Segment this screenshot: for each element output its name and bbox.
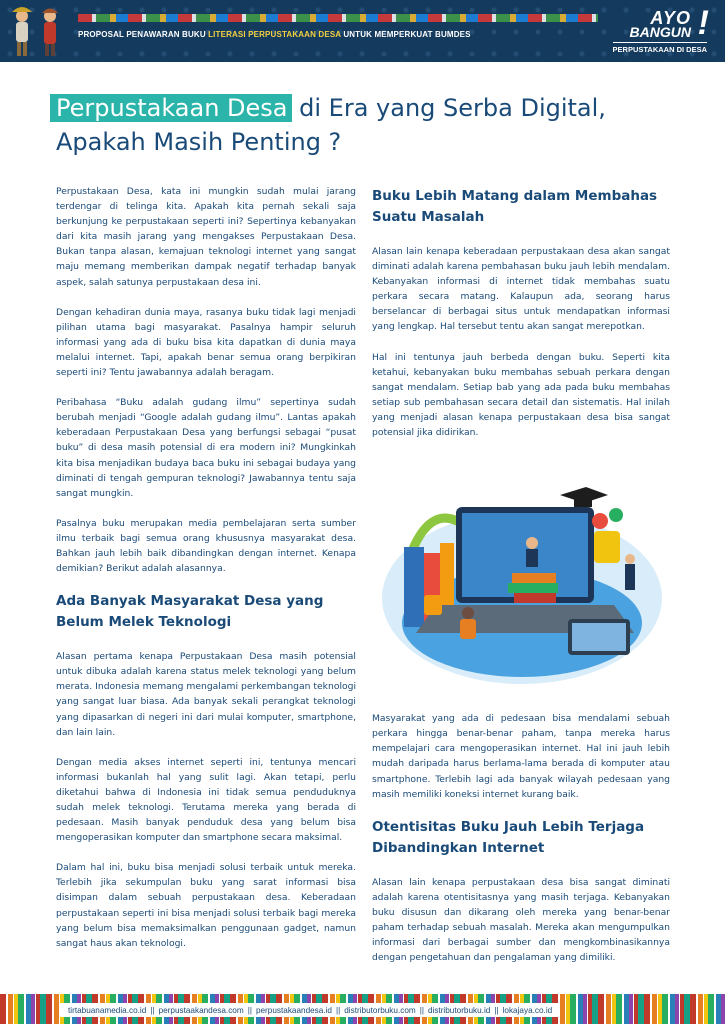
left-paragraph-2: Dengan kehadiran dunia maya, rasanya buku tidak lagi menjadi pilihan utama bagi masyarakat. Pasalnya hampir seluruh informasi yang ada di buku bisa kita dapatkan di dunia maya melalui internet. Tapi, apakah benar semua orang berpikiran seperti ini? Tentu jawabannya adalah beragam.: [56, 306, 356, 379]
title-rest: di Era yang Serba Digital,: [291, 94, 606, 122]
title-line-1: [56, 91, 676, 125]
subtitle-highlight: LITERASI PERPUSTAKAAN DESA: [208, 30, 341, 39]
footer-separator: ||: [150, 1005, 155, 1015]
left-subheading-1: Ada Banyak Masyarakat Desa yang Belum Melek Teknologi: [56, 593, 324, 631]
right-subheading-1: Buku Lebih Matang dalam Membahas Suatu Masalah: [372, 188, 658, 225]
footer-separator: ||: [494, 1005, 499, 1015]
right-subheading-2: Otentisitas Buku Jauh Lebih Terjaga Dibandingkan Internet: [372, 818, 645, 856]
footer-bar: [0, 994, 725, 1024]
footer-link-5[interactable]: distributorbuku.id: [427, 1005, 491, 1015]
right-paragraph-3: Masyarakat yang ada di pedesaan bisa mendalami sebuah perkara hingga benar-benar paham, tanpa mereka harus mempelajari cara mengoperasikan internet. Hal ini jauh lebih mudah daripada harus berlama-lama berada di komputer atau smartphone. Terlebih lagi ada banyak wilayah pedesaan yang masih memiliki koneksi internet kurang baik.: [372, 713, 670, 800]
footer-separator: ||: [335, 1005, 341, 1015]
right-paragraph-1: Alasan lain kenapa keberadaan perpustakaan desa akan sangat diminati adalah karena pembahasan buku jauh lebih mendalam. Kebanyakan informasi di internet tidak membahas suatu perkara secara matang. Kalaupun ada, seorang harus berselancar di berbagai situs untuk mendapatkan informasi yang lengkap. Hal tersebut tentu akan sangat merepotkan.: [372, 246, 670, 333]
footer-links: [60, 1003, 560, 1017]
subtitle-post: UNTUK MEMPERKUAT BUMDES: [340, 30, 471, 39]
ayo-bangun-logo: [593, 6, 711, 56]
left-column: [56, 184, 356, 966]
footer-separator: ||: [419, 1005, 424, 1015]
left-paragraph-7: Dalam hal ini, buku bisa menjadi solusi terbaik untuk mereka. Terlebih jika sekumpulan buku yang sarat informasi bisa disimpan dalam sebuah perpustakaan desa. Keberadaan perpustakaan seperti ini bisa menjadi solusi terbaik bagi mereka yang belum bisa memaksimalkan penggunaan gadget, namun sangat haus akan teknologi.: [56, 862, 356, 949]
subtitle-pre: PROPOSAL PENAWARAN BUKU: [78, 30, 209, 39]
logo-caption: PERPUSTAKAAN DI DESA: [613, 42, 707, 54]
footer-link-2[interactable]: perpustaakandesa.com: [158, 1005, 244, 1015]
footer-link-4[interactable]: distributorbuku.com: [344, 1005, 416, 1015]
footer-separator: ||: [247, 1005, 252, 1015]
right-column: [372, 184, 670, 980]
right-paragraph-4: Alasan lain kenapa perpustakaan desa bisa sangat diminati adalah karena otentisitasnya yang masih terjaga. Kebanyakan buku disusun dan dikarang oleh mereka yang benar-benar paham terhadap sebuah masalah. Mereka akan mengumpulkan informasi dari berbagai sumber dan mengkombinasikannya dengan pengetahuan dan pengalaman yang dimiliki.: [372, 876, 670, 964]
header-subtitle: [78, 30, 471, 39]
left-paragraph-3: Peribahasa “Buku adalah gudang ilmu” sepertinya sudah berubah menjadi “Google adalah gudang ilmu”. Lantas apakah keberadaan Perpustakaan Desa yang berfungsi sebagai “pusat buku” di desa masih potensial di era modern ini? Mungkinkah kita bisa menjadikan budaya baca buku ini sebagai budaya yang diminati di tengah gempuran teknologi? Jawabannya tentu saja sangat mungkin.: [56, 397, 356, 499]
left-paragraph-5: Alasan pertama kenapa Perpustakaan Desa masih potensial untuk dibuka adalah karena status melek teknologi yang belum merata. Indonesia memang mengalami perkembangan teknologi yang sangat luar biasa. Ada banyak sekali perangkat teknologi yang dipasarkan di negeri ini dari mulai komputer, smartphone, dan lain lain.: [56, 651, 356, 738]
left-paragraph-4: Pasalnya buku merupakan media pembelajaran serta sumber ilmu terbaik bagi semua orang khususnya masyarakat desa. Bahkan jauh lebih baik dibandingkan dengan internet. Kenapa demikian? Berikut adalah alasannya.: [56, 517, 356, 575]
left-paragraph-1: Perpustakaan Desa, kata ini mungkin sudah mulai jarang terdengar di telinga kita. Apakah kita pernah sekali saja berkunjung ke perpustakaan seperti ini? Sepertinya kebanyakan dari kita masih jarang yang mengakses Perpustakaan Desa. Bukan tanpa alasan, kemajuan teknologi internet yang sangat maju memang memberikan dampak negatif terhadap banyak aspek, salah satunya perpustakaan desa ini.: [56, 186, 356, 288]
footer-link-6[interactable]: lokajaya.co.id: [502, 1005, 553, 1015]
footer-link-1[interactable]: tirtabuanamedia.co.id: [68, 1005, 147, 1015]
logo-ayo: AYO: [650, 8, 691, 28]
right-paragraph-2: Hal ini tentunya jauh berbeda dengan buku. Seperti kita ketahui, kebanyakan buku membahas sebuah perkara dengan sangat mendalam. Setiap bab yang ada pada buku membahas setiap sub pembahasan secara detail dan sistematis. Hal inilah yang menjadi alasan kenapa perpustakaan desa bisa sangat potensial jika didirikan.: [372, 351, 670, 439]
page-title: [56, 91, 676, 159]
title-highlight: Perpustakaan Desa: [50, 94, 292, 122]
header-colored-bar: [78, 14, 598, 22]
logo-bangun: BANGUN: [629, 24, 691, 40]
title-line-2: Apakah Masih Penting ?: [56, 128, 342, 156]
header-banner: [0, 0, 725, 62]
logo-exclamation: !: [697, 4, 709, 42]
left-paragraph-6: Dengan media akses internet seperti ini, tentunya mencari informasi bukanlah hal yang sulit lagi. Akan tetapi, perlu diketahui bahwa di Indonesia ini tidak semua penduduknya sudah melek teknologi. Terutama mereka yang berada di pedesaan. Masih banyak penduduk desa yang belum bisa mengoperasikan komputer dan smartphone secara maksimal.: [56, 756, 356, 844]
villagers-illustration-icon: [6, 4, 72, 58]
digital-library-illustration: [372, 473, 670, 685]
footer-link-3[interactable]: perpustakaandesa.id: [255, 1005, 332, 1015]
